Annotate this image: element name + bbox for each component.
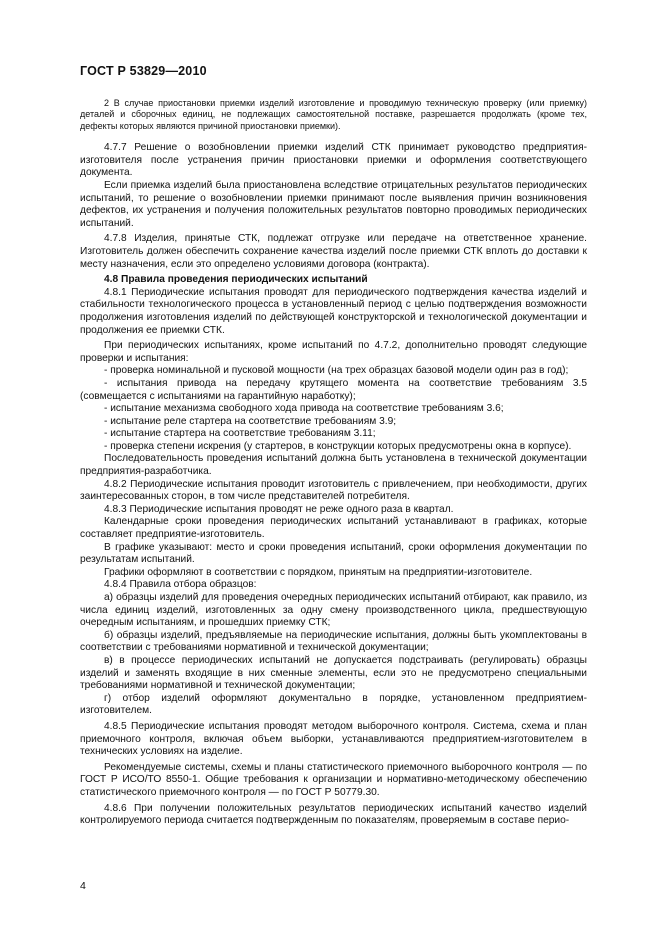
paragraph: 4.8.2 Периодические испытания проводит изготовитель с привлечением, при необходимости, других заинтересованных сторон, в том числе представителей потребителя. — [80, 478, 587, 503]
paragraph: 4.8.4 Правила отбора образцов: — [104, 579, 257, 591]
paragraph: Рекомендуемые системы, схемы и планы статистического приемочного выборочного контроля — по ГОСТ Р ИСО/ТО 8550-1. Общие требования к организации и нормативно-методическому обеспечению статистического приемочного контроля — по ГОСТ Р 50779.30. — [80, 761, 587, 798]
paragraph: Календарные сроки проведения периодических испытаний устанавливают в графиках, которые составляет предприятие-изготовитель. — [80, 516, 587, 541]
list-item: - испытания привода на передачу крутящего момента на соответствие требованиям 3.5 (совмещается с испытаниями на гарантийную наработку); — [80, 377, 587, 402]
list-item: - проверка степени искрения (у стартеров, в конструкции которых предусмотрены окна в корпусе). — [104, 440, 572, 452]
list-item: б) образцы изделий, предъявляемые на периодические испытания, должны быть укомплектованы в соответствии с требованиями нормативной и технической документации; — [80, 629, 587, 654]
document-body — [80, 98, 587, 828]
list-item: а) образцы изделий для проведения очередных периодических испытаний отбирают, как правило, из числа единиц изделий, изготовленных за одну смену производственного цикла, предшествующую очередным испытаниям, и прошедших приемку СТК; — [80, 592, 587, 629]
list-item: в) в процессе периодических испытаний не допускается подстраивать (регулировать) образцы изделий и заменять входящие в них сменные элементы, если это не предусмотрено специальными требованиями нормативной и технической документации; — [80, 654, 587, 692]
list-item: - испытание механизма свободного хода привода на соответствие требованиям 3.6; — [104, 403, 504, 415]
paragraph: Графики оформляют в соответствии с порядком, принятым на предприятии-изготовителе. — [104, 566, 533, 578]
paragraph: 4.8.3 Периодические испытания проводят не реже одного раза в квартал. — [104, 503, 454, 515]
paragraph: Если приемка изделий была приостановлена вследствие отрицательных результатов периодических испытаний, то решение о возобновлении приемки принимают после выявления причин возникновения дефектов, их устранения и получения положительных результатов повторно проводимых периодических испытаний. — [80, 180, 587, 229]
paragraph: 4.8.6 При получении положительных результатов периодических испытаний качество изделий контролируемого периода считается подтвержденным по показателям, проверяемым в составе перио- — [80, 802, 587, 827]
paragraph: 4.8.1 Периодические испытания проводят для периодического подтверждения качества изделий и стабильности технологического процесса в установленный период с целью подтверждения возможности продолжения изготовления изделий по действующей конструкторской и технологической документации и продолжения ее приемки СТК. — [80, 286, 587, 336]
document-header: ГОСТ Р 53829—2010 — [80, 64, 207, 78]
list-item: - проверка номинальной и пусковой мощности (на трех образцах базовой модели один раз в год); — [104, 365, 569, 377]
paragraph: 4.7.7 Решение о возобновлении приемки изделий СТК принимает руководство предприятия-изготовителя после устранения причин приостановки приемки и оформления соответствующего документа. — [80, 142, 587, 179]
paragraph: Последовательность проведения испытаний должна быть установлена в технической документации предприятия-разработчика. — [80, 453, 587, 478]
paragraph: При периодических испытаниях, кроме испытаний по 4.7.2, дополнительно проводят следующие проверки и испытания: — [80, 340, 587, 364]
paragraph: 4.8.5 Периодические испытания проводят методом выборочного контроля. Система, схема и план приемочного контроля, включая объем выборки, устанавливаются предприятием-изготовителем в технических условиях на изделие. — [80, 720, 587, 758]
list-item: - испытание стартера на соответствие требованиям 3.11; — [104, 428, 376, 440]
section-heading: 4.8 Правила проведения периодических испытаний — [104, 274, 368, 286]
page-number: 4 — [80, 880, 86, 892]
list-item: г) отбор изделий оформляют документально в порядке, установленном предприятием-изготовителем. — [80, 692, 587, 717]
paragraph: В графике указывают: место и сроки проведения испытаний, сроки оформления документации по результатам испытаний. — [80, 541, 587, 566]
list-item: - испытание реле стартера на соответствие требованиям 3.9; — [104, 415, 397, 427]
paragraph: 4.7.8 Изделия, принятые СТК, подлежат отгрузке или передаче на ответственное хранение. Изготовитель должен обеспечить сохранение качества изделий после приемки СТК вплоть до доставки к месту назначения, если это определено условиями договора (контракта). — [80, 233, 587, 270]
note-2: 2 В случае приостановки приемки изделий изготовление и проводимую техническую проверку (или приемку) деталей и сборочных единиц, не подлежащих самостоятельной поставке, разрешается продолжать (кроме тех, дефекты которых являются причиной приостановки приемки). — [80, 98, 587, 131]
